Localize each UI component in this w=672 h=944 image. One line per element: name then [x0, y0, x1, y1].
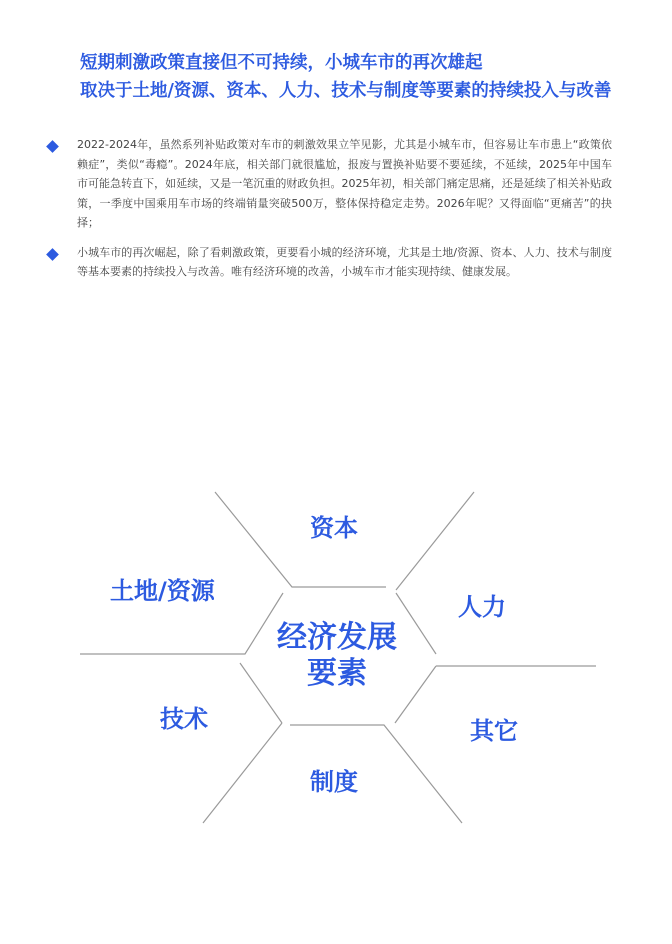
factor-labor: 人力	[458, 593, 506, 621]
factor-institution: 制度	[310, 768, 358, 796]
divider-top-left	[215, 492, 386, 587]
factor-land: 土地/资源	[110, 577, 215, 605]
factor-capital: 资本	[310, 514, 358, 542]
title-line-2: 取决于土地/资源、资本、人力、技术与制度等要素的持续投入与改善	[80, 81, 612, 101]
diamond-bullet-icon	[46, 248, 59, 261]
bullet-item	[42, 135, 612, 233]
page-title	[80, 49, 650, 105]
diagram-center-title	[262, 620, 412, 692]
divider-top-right	[396, 492, 474, 590]
bullet-text: 小城车市的再次崛起，除了看刺激政策，更要看小城的经济环境，尤其是土地/资源、资本、人力、技术与制度等基本要素的持续投入与改善。唯有经济环境的改善，小城车市才能实现持续、健康发展。	[77, 245, 612, 278]
title-line-1: 短期刺激政策直接但不可持续，小城车市的再次雄起	[80, 53, 483, 73]
diamond-bullet-icon	[46, 140, 59, 153]
bullet-list	[42, 135, 612, 292]
factor-technology: 技术	[160, 705, 208, 733]
center-title-line-1: 经济发展	[277, 620, 397, 655]
bullet-text: 2022-2024年，虽然系列补贴政策对车市的刺激效果立竿见影，尤其是小城车市，但容易让车市患上“政策依赖症”，类似“毒瘾”。2024年底，相关部门就很尴尬，报废与置换补贴要不要延续，不延续，2025年中国车市可能急转直下，如延续，又是一笔沉重的财政负担。2025年初，相关部门痛定思痛，还是延续了相关补贴政策，一季度中国乘用车市场的终端销量突破500万，整体保持稳定走势。2026年呢？又得面临“更痛苦”的抉择；	[77, 138, 612, 229]
factor-other: 其它	[470, 717, 518, 745]
bullet-item	[42, 243, 612, 282]
divider-bottom-left	[203, 723, 282, 823]
factor-diagram	[0, 470, 672, 850]
center-title-line-2: 要素	[307, 656, 367, 691]
